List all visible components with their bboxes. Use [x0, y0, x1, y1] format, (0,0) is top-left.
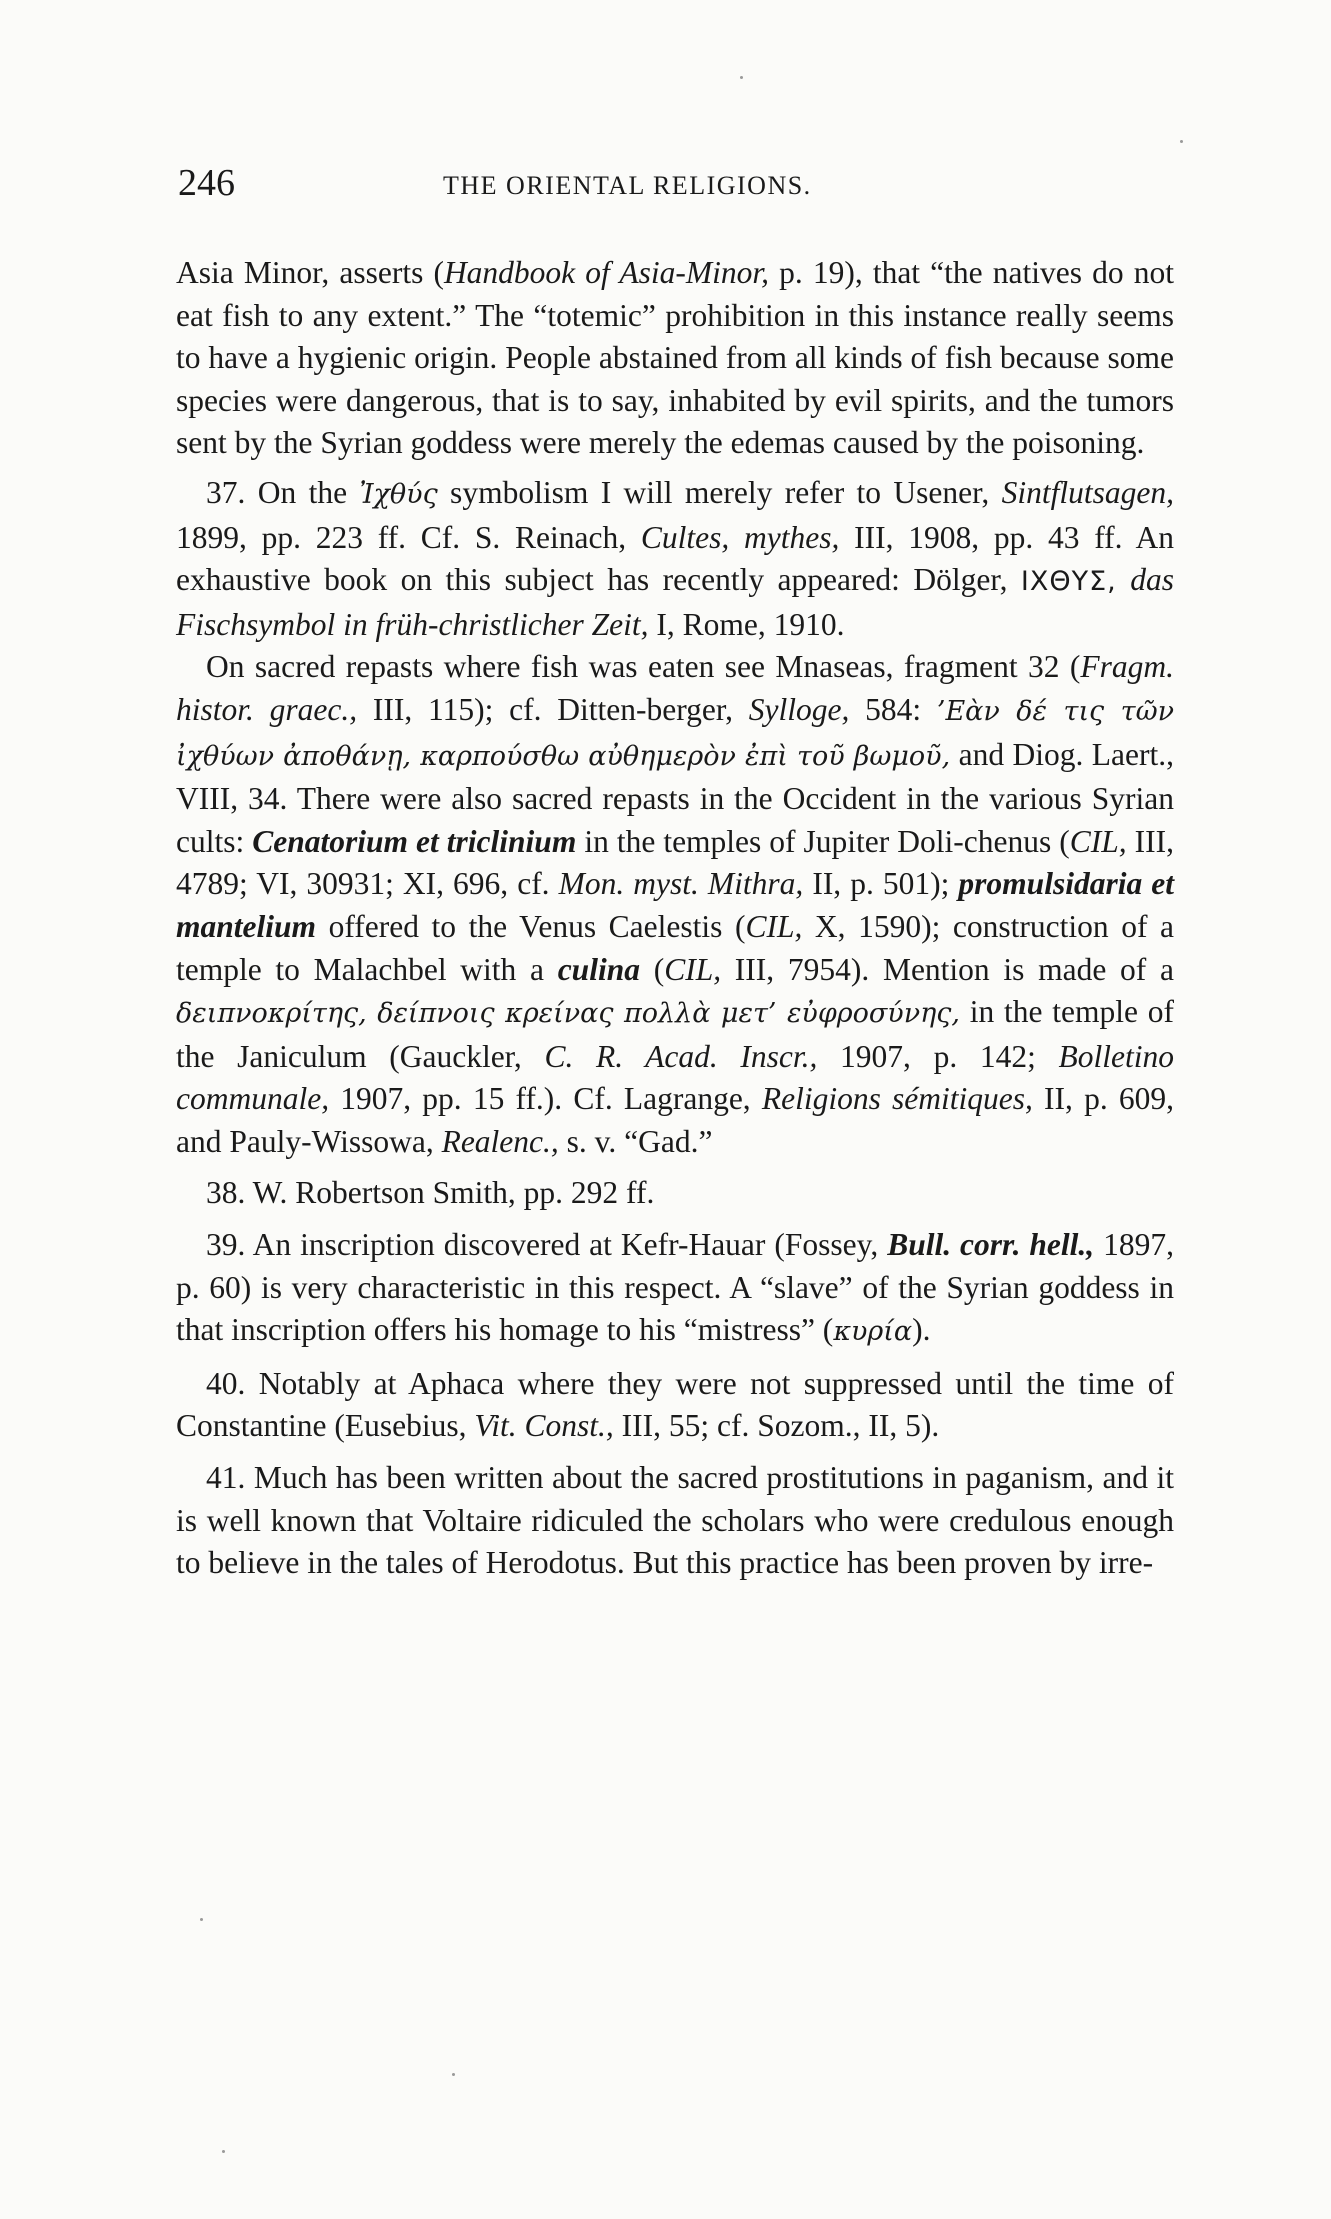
running-title: THE ORIENTAL RELIGIONS.	[443, 171, 812, 200]
text-run: II, p. 501);	[803, 866, 959, 902]
text-run: 1907, pp. 15 ff.). Cf. Lagrange,	[329, 1081, 762, 1117]
text-run: 41. Much has been written about the sacred prostitutions in paganism, and it is well known that Voltaire ridiculed the scholars who were credulous enough to believe in the tales of Herodotus. But this practice has been proven by irre-	[176, 1460, 1174, 1581]
text-run: On sacred repasts where fish was eaten see Mnaseas, fragment 32 (	[206, 649, 1081, 685]
text-run	[1117, 562, 1130, 597]
text-run: in the temple of the Janiculum (Gauckler,	[176, 994, 1174, 1074]
note-40	[176, 1363, 1174, 1448]
page-number: 246	[178, 162, 235, 204]
text-run: symbolism I will merely refer to Usener,	[437, 474, 1002, 510]
paper-speck	[740, 76, 743, 79]
text-run: offered to the Venus Caelestis (	[316, 908, 746, 944]
italic-citation: Mon. myst. Mithra,	[558, 866, 804, 902]
text-run: ).	[912, 1312, 931, 1348]
italic-citation: das Fischsymbol in früh-christlicher Zeit,	[176, 562, 1174, 642]
text-run: 40. Notably at Aphaca where they were not suppressed until the time of Constantine (Eusebius,	[176, 1365, 1174, 1444]
italic-citation: CIL,	[664, 951, 722, 987]
note-37-sacred-repasts	[176, 646, 1174, 1163]
paper-speck	[222, 2150, 225, 2153]
text-run: III, 55; cf. Sozom., II, 5).	[613, 1408, 940, 1444]
text-run: Asia Minor, asserts (	[176, 255, 444, 290]
italic-term: promulsidaria et mantelium	[176, 866, 1174, 944]
text-run: II, p. 609, and Pauly-Wissowa,	[176, 1081, 1174, 1159]
greek-text: δειπνοκρίτης, δείπνοις κρείνας πολλὰ μετ’ εὐφροσύνης,	[176, 998, 961, 1030]
text-run: 37. On the	[206, 474, 360, 510]
text-run: 38. W. Robertson Smith, pp. 292 ff.	[206, 1175, 655, 1211]
greek-text: κυρία	[833, 1316, 913, 1348]
text-run: III, 1908, pp. 43 ff. An exhaustive book on this subject has recently appeared: Dölger,	[176, 519, 1175, 598]
italic-citation: Vit. Const.,	[474, 1408, 614, 1444]
text-run: p. 19), that “the natives do not eat fish to any extent.” The “totemic” prohibition in this instance really seems to have a hygienic origin. People abstained from all kinds of fish because some species were dangerous, that is to say, inhabited by evil spirits, and the tumors sent by the Syrian goddess were merely the edemas caused by the poisoning.	[176, 255, 1174, 461]
italic-citation: C. R. Acad. Inscr.,	[544, 1038, 818, 1074]
paper-speck	[200, 1918, 203, 1921]
text-run: 584:	[849, 691, 937, 727]
page-header	[178, 160, 1168, 206]
note-37	[176, 472, 1174, 646]
text-run: X, 1590); construction of a temple to Malachbel with a	[176, 908, 1174, 987]
greek-text: ’Εὰν δέ τις τῶν ἰχθύων ἀποθάνῃ, καρπούσθω αὐθημερὸν ἐπὶ τοῦ βωμοῦ,	[176, 695, 1174, 772]
greek-acronym: ΙΧΘΥΣ,	[1020, 566, 1117, 598]
text-run: s. v. “Gad.”	[558, 1123, 713, 1159]
paragraph-continuation	[176, 252, 1174, 465]
text-run: 1899, pp. 223 ff. Cf. S. Reinach,	[176, 519, 641, 555]
italic-term: Cenatorium et triclinium	[252, 823, 577, 859]
paper-speck	[1180, 140, 1183, 143]
text-run: III, 7954). Mention is made of a	[721, 951, 1174, 987]
italic-citation: Religions sémitiques,	[761, 1081, 1033, 1117]
text-run: 1897, p. 60) is very characteristic in this respect. A “slave” of the Syrian goddess in that inscription offers his homage to his “mistress” (	[176, 1227, 1175, 1348]
note-38	[176, 1172, 1174, 1215]
italic-term: Bull. corr. hell.,	[887, 1227, 1095, 1263]
text-run: 1907, p. 142;	[817, 1038, 1059, 1074]
note-41	[176, 1457, 1174, 1585]
text-run: I, Rome, 1910.	[648, 606, 845, 642]
italic-citation: Realenc.,	[441, 1123, 559, 1159]
italic-citation: CIL,	[745, 908, 803, 944]
italic-citation: Bolletino communale,	[176, 1038, 1174, 1117]
text-run: in the temples of Jupiter Doli-chenus (	[576, 823, 1070, 859]
paper-speck	[452, 2073, 455, 2076]
italic-citation: Sintflutsagen,	[1001, 474, 1174, 510]
italic-citation: Fragm. histor. graec.,	[176, 649, 1174, 727]
italic-citation: CIL,	[1069, 823, 1127, 859]
italic-citation: Cultes, mythes,	[640, 519, 840, 555]
text-run: III, 4789; VI, 30931; XI, 696, cf.	[176, 823, 1174, 902]
text-run: 39. An inscription discovered at Kefr-Hauar (Fossey,	[206, 1227, 888, 1263]
italic-term: culina	[557, 951, 640, 987]
italic-citation: Handbook of Asia-Minor,	[443, 255, 769, 290]
body-text	[176, 252, 1174, 1585]
italic-citation: Sylloge,	[748, 691, 850, 727]
text-run: and Diog. Laert., VIII, 34. There were also sacred repasts in the Occident in the various Syrian cults:	[176, 736, 1174, 859]
note-39	[176, 1224, 1174, 1354]
text-run: III, 115); cf. Ditten-berger,	[357, 691, 749, 727]
greek-text: Ἰχθύς	[359, 478, 438, 510]
text-run: (	[639, 951, 665, 987]
